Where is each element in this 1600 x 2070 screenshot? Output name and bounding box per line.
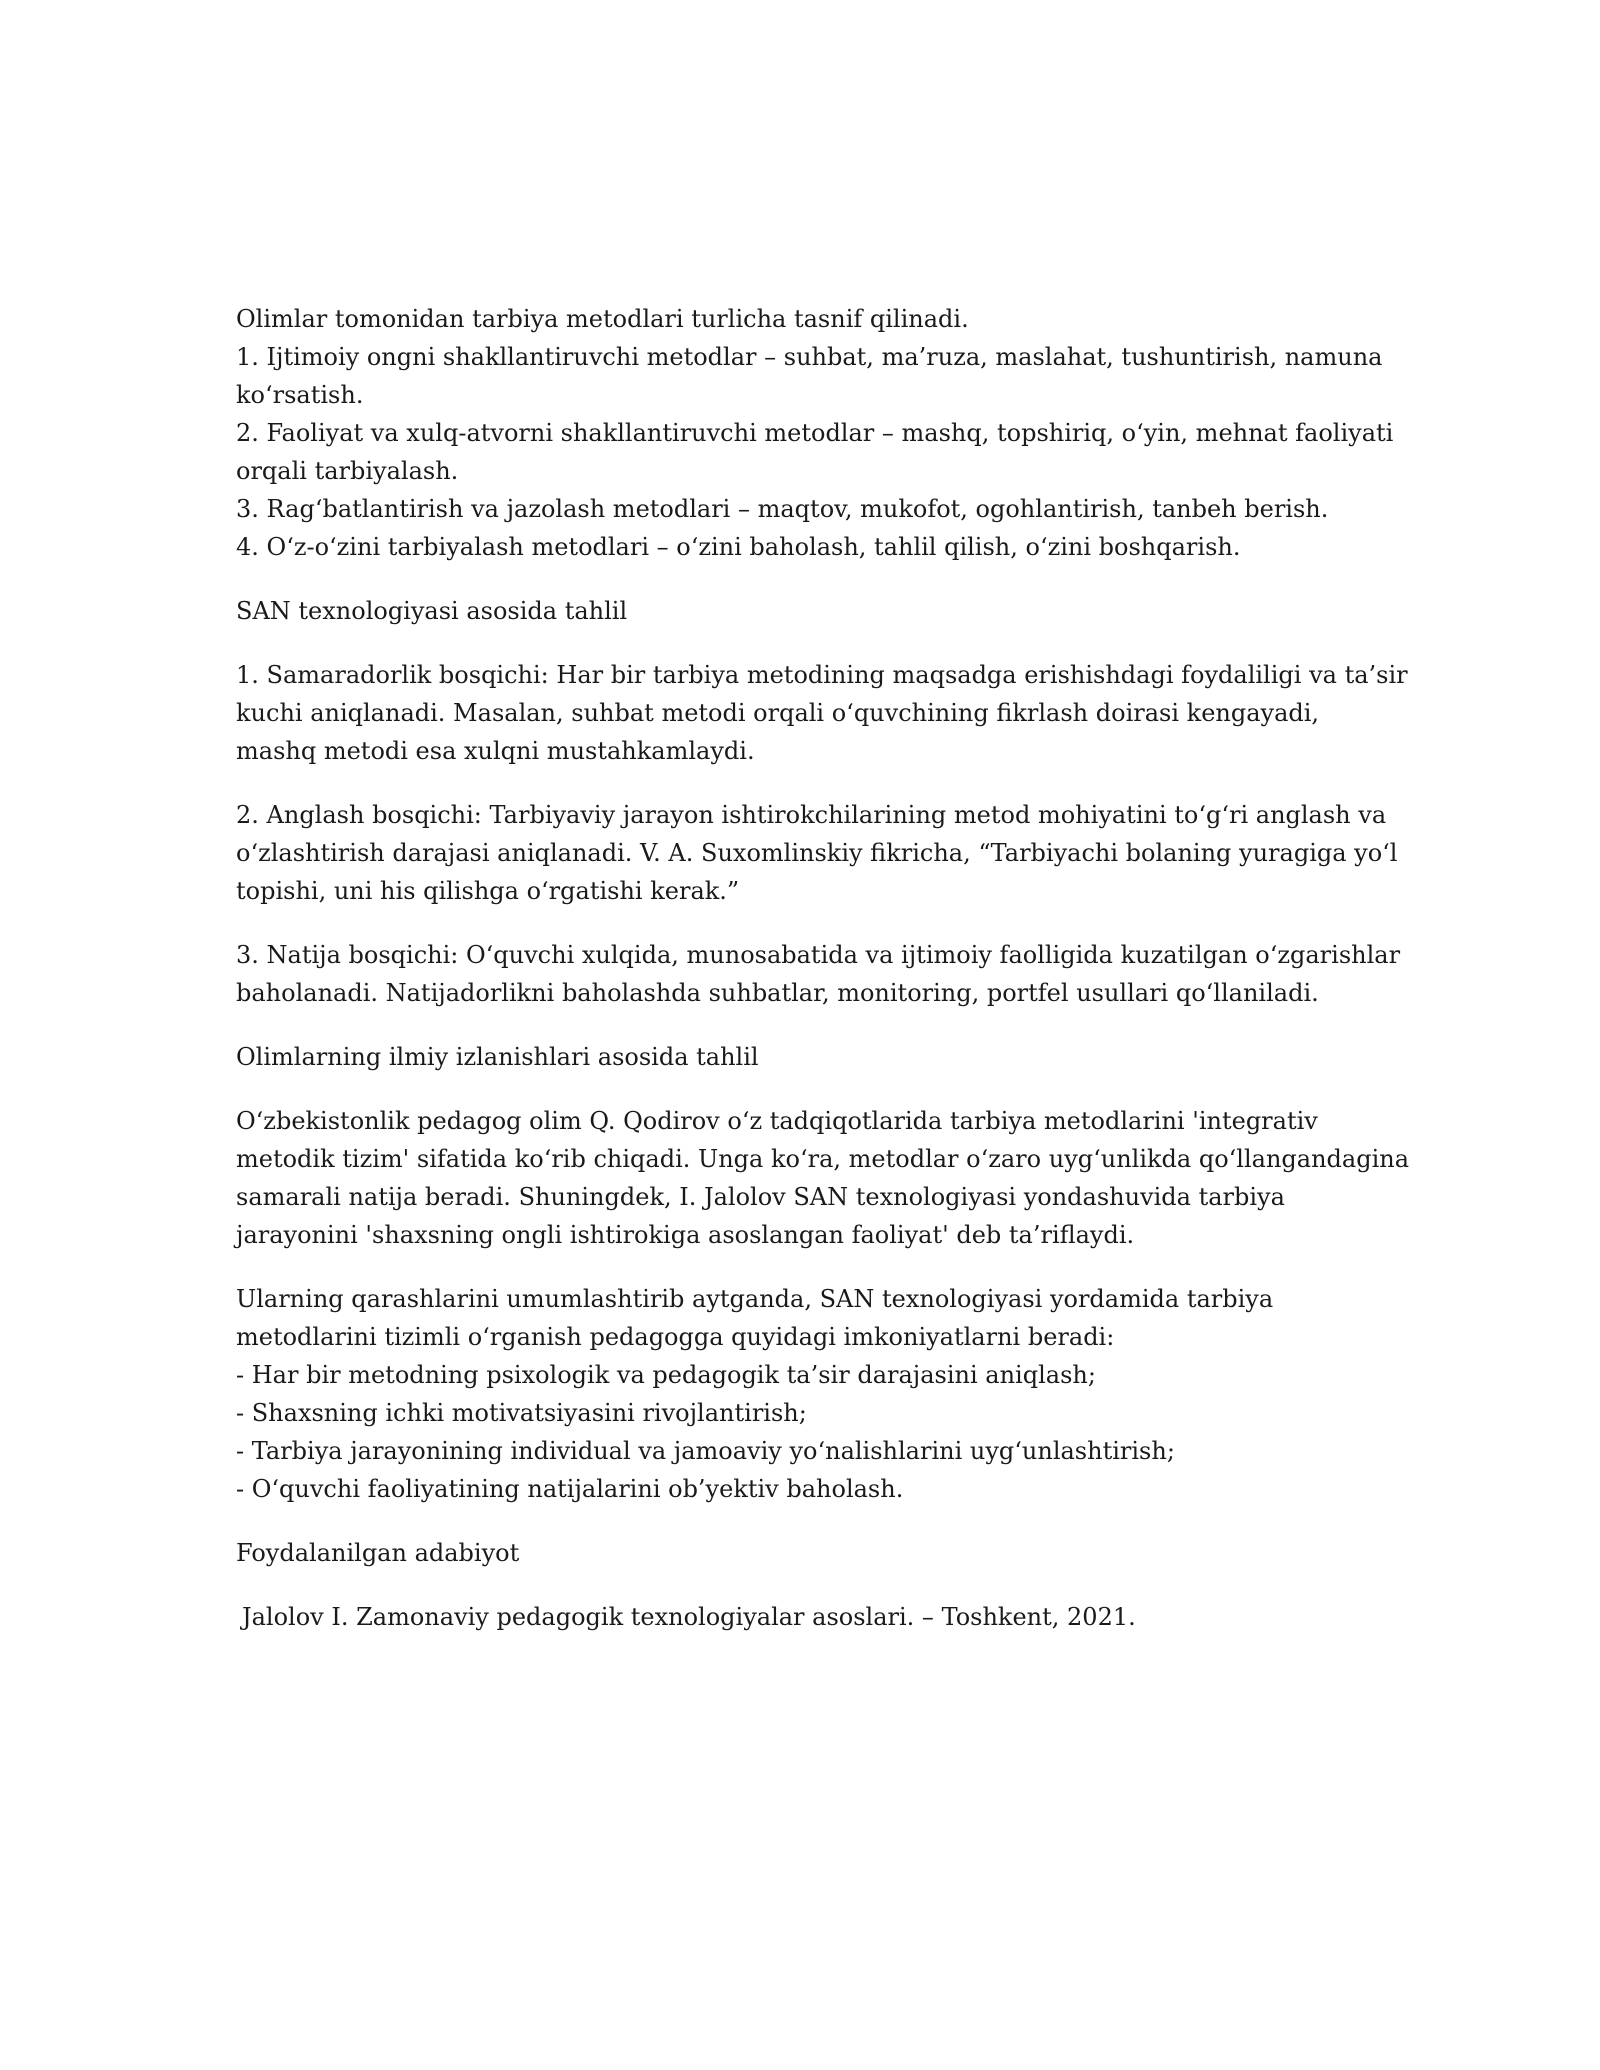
reference-item: Jalolov I. Zamonaviy pedagogik texnologiyalar asoslari. – Toshkent, 2021. <box>242 1603 1136 1631</box>
list-item: - Tarbiya jarayonining individual va jamoaviy yo‘nalishlarini uyg‘unlashtirish; <box>236 1437 1175 1465</box>
paragraph-gap <box>236 1508 1386 1534</box>
paragraph-line: samarali natija beradi. Shuningdek, I. Jalolov SAN texnologiyasi yondashuvida tarbiya <box>236 1183 1285 1211</box>
references-list <box>236 1598 1386 1636</box>
list-item: - Shaxsning ichki motivatsiyasini rivojlantirish; <box>236 1399 807 1427</box>
paragraph-gap <box>236 770 1386 796</box>
san-stage-3 <box>236 936 1401 1012</box>
intro-block <box>236 300 1394 566</box>
research-paragraph-1 <box>236 1102 1410 1254</box>
paragraph-gap <box>236 630 1386 656</box>
list-item: - O‘quvchi faoliyatining natijalarini ob’yektiv baholash. <box>236 1475 904 1503</box>
intro-lead: Olimlar tomonidan tarbiya metodlari turlicha tasnif qilinadi. <box>236 305 969 333</box>
paragraph-line: kuchi aniqlanadi. Masalan, suhbat metodi orqali o‘quvchining fikrlash doirasi kengayadi, <box>236 699 1320 727</box>
section-heading: SAN texnologiyasi asosida tahlil <box>236 597 628 625</box>
research-paragraph-2 <box>236 1280 1386 1508</box>
references-heading: Foydalanilgan adabiyot <box>236 1539 520 1567</box>
paragraph-line: 1. Samaradorlik bosqichi: Har bir tarbiya metodining maqsadga erishishdagi foydaliligi va ta’sir <box>236 661 1408 689</box>
paragraph-line: baholanadi. Natijadorlikni baholashda suhbatlar, monitoring, portfel usullari qo‘llaniladi. <box>236 979 1319 1007</box>
intro-line: orqali tarbiyalash. <box>236 457 459 485</box>
paragraph-gap <box>236 1012 1386 1038</box>
intro-line: ko‘rsatish. <box>236 381 364 409</box>
intro-line: 4. O‘z-o‘zini tarbiyalash metodlari – o‘zini baholash, tahlil qilish, o‘zini boshqarish. <box>236 533 1241 561</box>
paragraph-gap <box>236 1572 1386 1598</box>
paragraph-line: metodik tizim' sifatida ko‘rib chiqadi. Unga ko‘ra, metodlar o‘zaro uyg‘unlikda qo‘llangandagina <box>236 1145 1410 1173</box>
paragraph-line: metodlarini tizimli o‘rganish pedagogga quyidagi imkoniyatlarni beradi: <box>236 1323 1115 1351</box>
paragraph-line: mashq metodi esa xulqni mustahkamlaydi. <box>236 737 755 765</box>
intro-line: 3. Rag‘batlantirish va jazolash metodlari – maqtov, mukofot, ogohlantirish, tanbeh berish. <box>236 495 1329 523</box>
paragraph-line: o‘zlashtirish darajasi aniqlanadi. V. A. Suxomlinskiy fikricha, “Tarbiyachi bolaning yuragiga yo‘l <box>236 839 1398 867</box>
paragraph-line: jarayonini 'shaxsning ongli ishtirokiga asoslangan faoliyat' deb ta’riflaydi. <box>236 1221 1135 1249</box>
paragraph-gap <box>236 1254 1386 1280</box>
paragraph-line: 2. Anglash bosqichi: Tarbiyaviy jarayon ishtirokchilarining metod mohiyatini to‘g‘ri anglash va <box>236 801 1387 829</box>
intro-line: 2. Faoliyat va xulq-atvorni shakllantiruvchi metodlar – mashq, topshiriq, o‘yin, mehnat faoliyati <box>236 419 1394 447</box>
intro-line: 1. Ijtimoiy ongni shakllantiruvchi metodlar – suhbat, ma’ruza, maslahat, tushuntirish, namuna <box>236 343 1383 371</box>
research-heading-block <box>236 1038 1386 1076</box>
paragraph-line: O‘zbekistonlik pedagog olim Q. Qodirov o‘z tadqiqotlarida tarbiya metodlarini 'integrativ <box>236 1107 1318 1135</box>
san-stage-1 <box>236 656 1408 770</box>
paragraph-line: 3. Natija bosqichi: O‘quvchi xulqida, munosabatida va ijtimoiy faolligida kuzatilgan o‘zgarishlar <box>236 941 1401 969</box>
san-stage-2 <box>236 796 1398 910</box>
paragraph-gap <box>236 566 1386 592</box>
paragraph-line: Ularning qarashlarini umumlashtirib aytganda, SAN texnologiyasi yordamida tarbiya <box>236 1285 1274 1313</box>
document-page <box>236 300 1410 1636</box>
paragraph-gap <box>236 1076 1386 1102</box>
section-heading: Olimlarning ilmiy izlanishlari asosida tahlil <box>236 1043 759 1071</box>
paragraph-gap <box>236 910 1386 936</box>
paragraph-line: topishi, uni his qilishga o‘rgatishi kerak.” <box>236 877 740 905</box>
list-item: - Har bir metodning psixologik va pedagogik ta’sir darajasini aniqlash; <box>236 1361 1096 1389</box>
references-heading-block <box>236 1534 1386 1572</box>
san-heading-block <box>236 592 1386 630</box>
